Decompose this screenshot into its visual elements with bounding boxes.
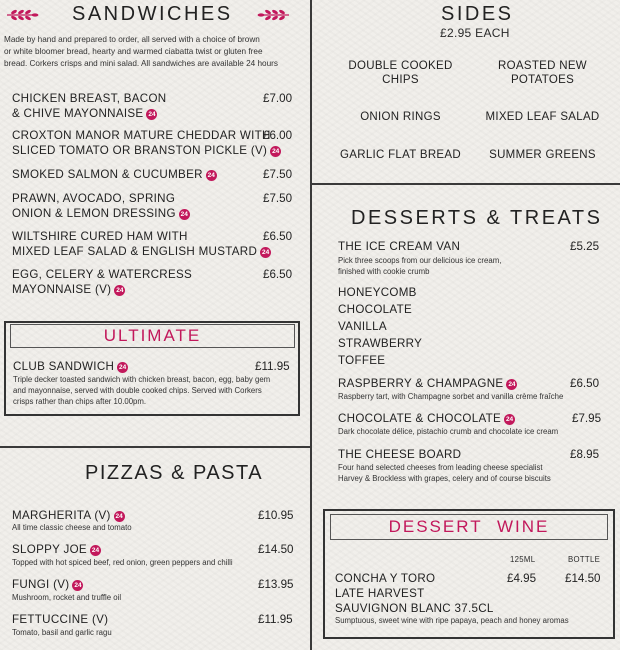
item-description: All time classic cheese and tomato: [12, 523, 132, 532]
item-price: £11.95: [255, 360, 290, 373]
item-name: CHOCOLATE & CHOCOLATE: [338, 412, 502, 425]
sides-title: SIDES: [441, 3, 514, 25]
sandwich-item: [12, 167, 217, 182]
side-item: ONION RINGS: [360, 111, 441, 123]
wine-name-line: SAUVIGNON BLANC 37.5CL: [335, 602, 494, 615]
side-name: CHIPS: [382, 74, 419, 86]
col-125ml: 125ML: [510, 555, 536, 564]
24-hour-badge: 24: [207, 172, 215, 179]
sandwich-item: [12, 267, 192, 297]
flavour: STRAWBERRY: [338, 337, 423, 350]
ultimate-title: ULTIMATE: [10, 324, 295, 348]
side-name: POTATOES: [510, 74, 575, 86]
item-description: [338, 462, 551, 484]
item-description: [338, 255, 501, 277]
side-item: MIXED LEAF SALAD: [485, 111, 600, 123]
item-name: SMOKED SALMON & CUCUMBER: [12, 168, 203, 181]
vertical-divider: [310, 0, 312, 650]
item-price: £13.95: [258, 578, 294, 591]
flavour: CHOCOLATE: [338, 303, 412, 316]
item-price: £11.95: [258, 613, 293, 626]
sandwiches-title: SANDWICHES: [72, 3, 233, 25]
item-price: £7.50: [263, 192, 293, 205]
sandwiches-intro: [4, 34, 304, 70]
desc-line: and mayonnaise, served with double cooked chips. Served with Corkers: [13, 386, 262, 395]
side-item: [338, 59, 463, 87]
item-price: £6.50: [570, 377, 600, 390]
item-description: Topped with hot spiced beef, red onion, green peppers and chilli: [12, 558, 233, 567]
side-item: GARLIC FLAT BREAD: [340, 149, 461, 161]
24-hour-badge: 24: [180, 211, 188, 218]
item-name: SLOPPY JOE: [12, 543, 87, 556]
item-price: £6.50: [263, 268, 293, 281]
wine-name-line: CONCHA Y TORO: [335, 572, 436, 585]
item-name: MAYONNAISE (V): [12, 283, 112, 296]
item-price: £6.00: [263, 129, 293, 142]
pasta-item: [12, 612, 108, 627]
dessert-item: [338, 376, 517, 391]
item-name: PRAWN, AVOCADO, SPRING: [12, 192, 176, 205]
dessert-item-name: THE ICE CREAM VAN: [338, 240, 461, 253]
item-price: £7.00: [263, 92, 293, 105]
item-name: FUNGI (V): [12, 578, 70, 591]
flavour: VANILLA: [338, 320, 387, 333]
desc-line: Triple decker toasted sandwich with chicken breast, bacon, egg, baby gem: [13, 375, 271, 384]
dessert-item: THE CHEESE BOARD: [338, 448, 462, 461]
desc-line: finished with cookie crumb: [338, 267, 430, 276]
item-name: CLUB SANDWICH: [13, 360, 115, 373]
item-name: SLICED TOMATO OR BRANSTON PICKLE (V): [12, 144, 268, 157]
flavour: TOFFEE: [338, 354, 386, 367]
dessert-item: [338, 411, 515, 426]
item-description: Mushroom, rocket and truffle oil: [12, 593, 122, 602]
dessert-wine-title: DESSERT WINE: [330, 514, 608, 540]
wine-name: [335, 571, 494, 616]
item-name: ONION & LEMON DRESSING: [12, 207, 176, 220]
side-name: DOUBLE COOKED: [348, 60, 453, 72]
desc-line: Pick three scoops from our delicious ice cream,: [338, 256, 502, 265]
item-description: Tomato, basil and garlic ragu: [12, 628, 112, 637]
desserts-title: DESSERTS & TREATS: [351, 207, 603, 229]
item-name: RASPBERRY & CHAMPAGNE: [338, 377, 504, 390]
24-hour-badge: 24: [91, 547, 100, 554]
item-name: CHICKEN BREAST, BACON: [12, 92, 167, 105]
24-hour-badge: 24: [148, 111, 156, 118]
desc-line: Four hand selected cheeses from leading cheese specialist: [338, 463, 543, 472]
divider-pizzas: [0, 446, 310, 448]
wine-price-bottle: £14.50: [565, 572, 601, 585]
24-hour-badge: 24: [505, 416, 514, 423]
desc-line: Harvey & Brockless with grapes, celery and of course biscuits: [338, 474, 551, 483]
desc-line: crisps rather than chips after 10.00pm.: [13, 397, 147, 406]
sandwich-item: [12, 191, 190, 221]
item-name: WILTSHIRE CURED HAM WITH: [12, 230, 188, 243]
item-name: MARGHERITA (V): [12, 509, 111, 522]
item-description: Raspberry tart, with Champagne sorbet and vanilla crème fraîche: [338, 392, 564, 401]
24-hour-badge: 24: [508, 381, 516, 388]
item-name: FETTUCCINE (V): [12, 613, 109, 626]
divider-sides: [311, 183, 620, 185]
item-name: EGG, CELERY & WATERCRESS: [12, 268, 193, 281]
item-price: £10.95: [258, 509, 294, 522]
item-name: MIXED LEAF SALAD & ENGLISH MUSTARD: [12, 245, 258, 258]
club-sandwich-name: [13, 359, 128, 374]
side-name: ROASTED NEW: [498, 60, 587, 72]
24-hour-badge: 24: [272, 148, 280, 155]
wine-price-glass: £4.95: [507, 572, 537, 585]
pizza-item: [12, 577, 83, 592]
item-price: £7.95: [572, 412, 602, 425]
item-description: Dark chocolate délice, pistachio crumb and chocolate ice cream: [338, 427, 559, 436]
24-hour-badge: 24: [116, 287, 124, 294]
item-price: £8.95: [570, 448, 600, 461]
side-item: [480, 59, 605, 87]
intro-line: Made by hand and prepared to order, all served with a choice of brown: [4, 35, 260, 44]
col-bottle: BOTTLE: [568, 555, 601, 564]
item-price: £5.25: [570, 240, 600, 253]
sides-price: £2.95 EACH: [440, 26, 510, 40]
ice-cream-flavours: [338, 284, 422, 369]
intro-line: or white bloomer bread, hearty and warmed ciabatta twist or gluten free: [4, 47, 263, 56]
wheat-icon: [6, 8, 42, 22]
item-name: & CHIVE MAYONNAISE: [12, 107, 144, 120]
item-price: £6.50: [263, 230, 293, 243]
24-hour-badge: 24: [119, 364, 127, 371]
club-sandwich-description: [13, 374, 270, 407]
pizza-item: [12, 542, 101, 557]
side-item: SUMMER GREENS: [489, 149, 596, 161]
pizza-item: [12, 508, 125, 523]
flavour: HONEYCOMB: [338, 286, 417, 299]
24-hour-badge: 24: [115, 513, 123, 520]
pizzas-title: PIZZAS & PASTA: [85, 462, 264, 484]
intro-line: bread. Corkers crisps and mini salad. All sandwiches are available 24 hours: [4, 59, 278, 68]
item-price: £7.50: [263, 168, 293, 181]
sandwich-item: [12, 229, 271, 259]
24-hour-badge: 24: [262, 249, 270, 256]
wine-name-line: LATE HARVEST: [335, 587, 425, 600]
sandwich-item: [12, 128, 281, 158]
wine-description: Sumptuous, sweet wine with ripe papaya, peach and honey aromas: [335, 616, 569, 625]
wheat-icon: [254, 8, 290, 22]
item-price: £14.50: [258, 543, 294, 556]
sandwich-item: [12, 91, 166, 121]
24-hour-badge: 24: [74, 582, 82, 589]
item-name: CROXTON MANOR MATURE CHEDDAR WITH: [12, 129, 271, 142]
